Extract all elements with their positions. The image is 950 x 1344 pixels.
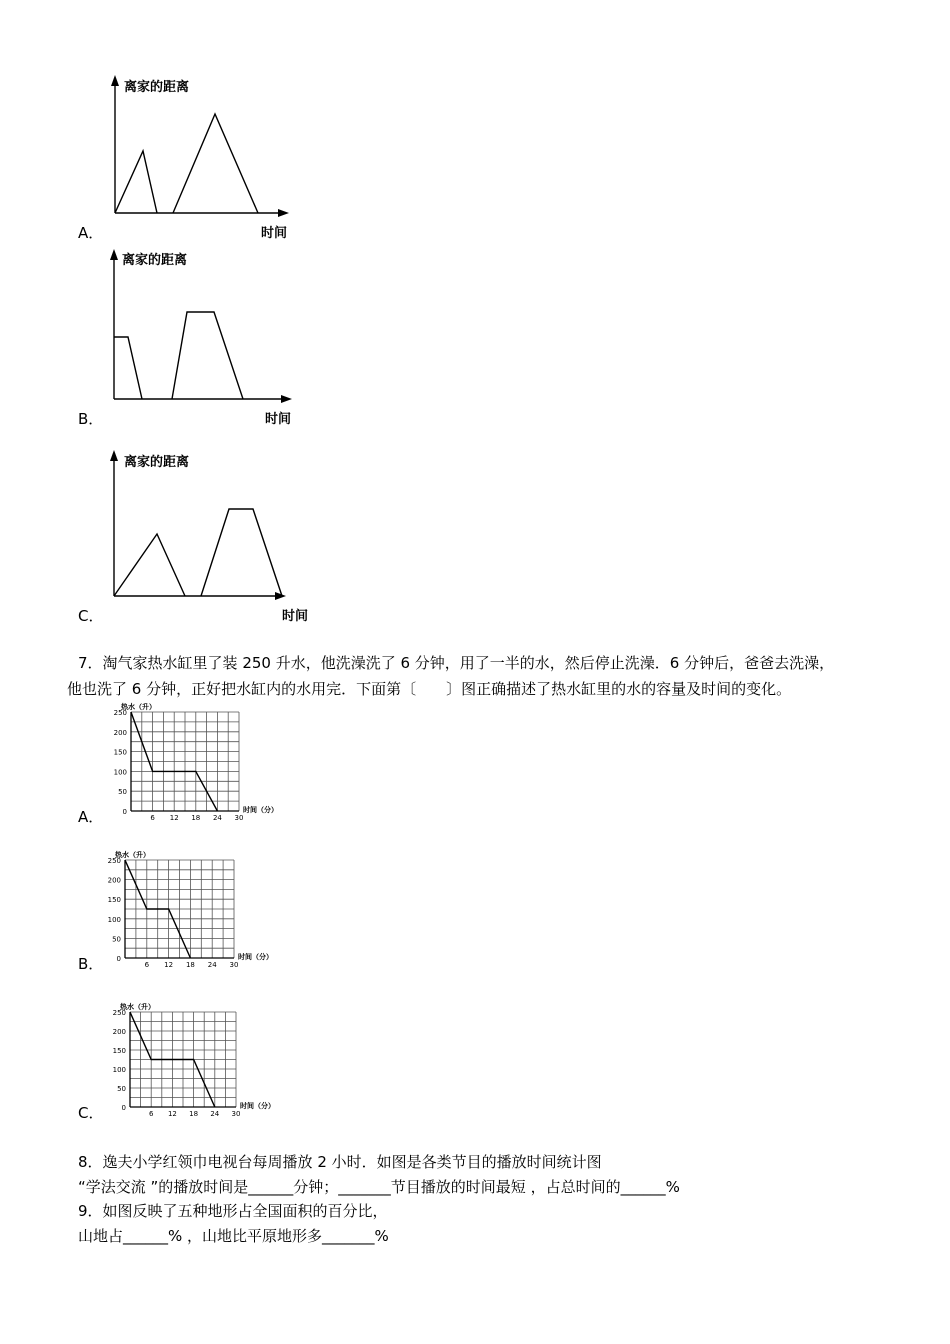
x-tick-label: 12 [169,814,179,822]
y-tick-label: 50 [117,1085,126,1093]
x-axis-title: 时间（分） [240,1102,275,1110]
x-tick-label: 24 [212,814,222,822]
y-tick-label: 50 [112,935,121,944]
x-axis-label: 时间 [265,412,292,427]
x-axis-label: 时间 [282,609,309,624]
x-axis-label: 时间 [261,226,288,241]
water-option-b-label[interactable]: B． [78,955,104,973]
y-tick-label: 250 [107,857,121,865]
q7-text-line1: 7．淘气家热水缸里了装 250 升水，他洗澡洗了 6 分钟，用了一半的水，然后停止洗澡．6 分钟后，爸爸去洗澡， [78,654,835,672]
x-tick-label: 30 [229,961,239,969]
x-tick-label: 18 [185,961,195,969]
option-a-label[interactable]: A． [78,224,104,242]
y-tick-label: 100 [107,915,121,924]
x-tick-label: 6 [144,961,150,969]
y-tick-label: 250 [113,709,127,717]
y-axis-title: 热水（升） [120,1003,155,1011]
x-tick-label: 30 [234,814,244,822]
q9-text-line1: 9．如图反映了五种地形占全国面积的百分比， [78,1202,388,1220]
water-option-c-label[interactable]: C． [78,1104,104,1122]
x-tick-label: 18 [189,1110,199,1118]
y-axis-title: 热水（升） [121,703,156,711]
water-option-a-label[interactable]: A． [78,808,104,826]
y-tick-label: 0 [121,1104,126,1112]
y-tick-label: 200 [112,1028,126,1036]
x-tick-label: 24 [210,1110,220,1118]
x-tick-label: 6 [150,814,155,822]
x-tick-label: 30 [231,1110,241,1118]
y-tick-label: 200 [113,728,127,737]
x-tick-label: 12 [167,1110,177,1118]
x-tick-label: 18 [191,814,201,822]
q9-text-line2: 山地占______% ，山地比平原地形多_______% [78,1227,389,1245]
x-tick-label: 24 [207,961,217,969]
y-axis-label: 离家的距离 [124,80,190,95]
y-tick-label: 150 [113,748,127,757]
q7-text-line2: 他也洗了 6 分钟，正好把水缸内的水用完．下面第〔 〕图正确描述了热水缸里的水的容量及时间的变化。 [67,680,792,698]
option-c-label[interactable]: C． [78,607,104,625]
y-tick-label: 0 [122,808,127,816]
y-tick-label: 100 [113,768,127,777]
y-tick-label: 100 [112,1066,126,1074]
x-axis-title: 时间（分） [238,953,273,961]
y-tick-label: 250 [112,1009,126,1017]
y-axis-label: 离家的距离 [122,253,188,268]
x-axis-title: 时间（分） [243,806,278,814]
option-b-label[interactable]: B． [78,410,104,428]
y-axis-title: 热水（升） [115,851,150,859]
y-axis-label: 离家的距离 [124,455,190,470]
y-tick-label: 50 [118,788,127,797]
y-tick-label: 0 [116,955,121,963]
y-tick-label: 150 [107,896,121,905]
x-tick-label: 12 [164,961,174,969]
q8-text-line1: 8．逸夫小学红领巾电视台每周播放 2 小时．如图是各类节目的播放时间统计图 [78,1153,602,1171]
y-tick-label: 150 [112,1047,126,1055]
y-tick-label: 200 [107,876,121,885]
x-tick-label: 6 [148,1110,154,1118]
q8-text-line2: “学法交流 ”的播放时间是______分钟；_______节目播放的时间最短 ，占总时间的______% [78,1178,680,1196]
